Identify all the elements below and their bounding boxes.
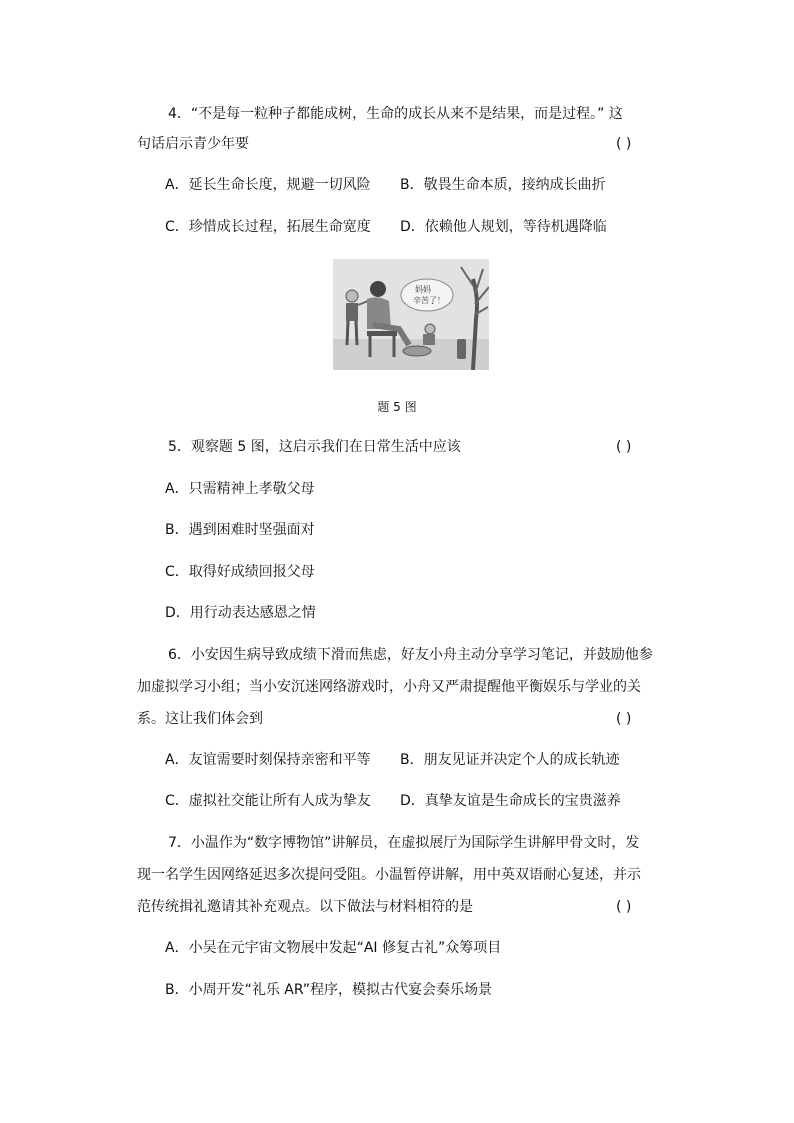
bubble-text-line2: 辛苦了！ <box>413 296 445 305</box>
q5-answer-blank: ( ) <box>616 439 632 455</box>
q6-option-c: C．虚拟社交能让所有人成为挚友 <box>165 793 371 809</box>
q5-option-a: A．只需精神上孝敬父母 <box>165 481 315 497</box>
q5-option-d: D．用行动表达感恩之情 <box>165 605 316 621</box>
q7-stem-line3: 范传统揖礼邀请其补充观点。以下做法与材料相符的是 <box>137 899 473 915</box>
q5-option-b: B．遇到困难时坚强面对 <box>165 522 315 538</box>
thermos <box>457 339 466 359</box>
q4-stem-line1: 4．“不是每一粒种子都能成树，生命的成长从来不是结果，而是过程。” 这 <box>168 106 623 122</box>
q6-stem-line1: 6．小安因生病导致成绩下滑而焦虑，好友小舟主动分享学习笔记，并鼓励他参 <box>168 647 653 663</box>
kneeling-child-body <box>423 334 435 345</box>
q4-option-c: C．珍惜成长过程，拓展生命宽度 <box>165 219 371 235</box>
q7-stem-line2: 现一名学生因网络延迟多次提问受阻。小温暂停讲解，用中英双语耐心复述，并示 <box>137 867 641 883</box>
q6-answer-blank: ( ) <box>616 711 632 727</box>
bubble-text-line1: 妈妈 <box>415 285 431 294</box>
figure-caption: 题 5 图 <box>377 400 417 414</box>
stool-seat <box>367 331 397 336</box>
question-5-illustration <box>333 259 489 370</box>
standing-child-head <box>346 290 358 302</box>
q6-option-d: D．真挚友谊是生命成长的宝贵滋养 <box>400 793 621 809</box>
q6-option-b: B．朋友见证并决定个人的成长轨迹 <box>400 752 620 768</box>
q4-answer-blank: ( ) <box>616 136 632 152</box>
q5-stem-line1: 5．观察题 5 图，这启示我们在日常生活中应该 <box>168 439 461 455</box>
q4-stem-line2: 句话启示青少年要 <box>137 136 249 152</box>
q7-option-a: A．小吴在元宇宙文物展中发起“AI 修复古礼”众筹项目 <box>165 940 502 956</box>
standing-child-body <box>346 303 358 321</box>
q4-option-a: A．延长生命长度，规避一切风险 <box>165 177 371 193</box>
kneeling-child-head <box>425 324 435 334</box>
mother-head <box>370 281 386 297</box>
wash-basin <box>403 346 431 356</box>
q7-answer-blank: ( ) <box>616 899 632 915</box>
q7-option-b: B．小周开发“礼乐 AR”程序，模拟古代宴会奏乐场景 <box>165 982 492 998</box>
q5-option-c: C．取得好成绩回报父母 <box>165 564 315 580</box>
q4-option-b: B．敬畏生命本质，接纳成长曲折 <box>400 177 606 193</box>
speech-bubble <box>401 279 453 311</box>
q4-option-d: D．依赖他人规划，等待机遇降临 <box>400 219 607 235</box>
q6-stem-line2: 加虚拟学习小组；当小安沉迷网络游戏时，小舟又严肃提醒他平衡娱乐与学业的关 <box>137 679 641 695</box>
q6-option-a: A．友谊需要时刻保持亲密和平等 <box>165 752 371 768</box>
q6-stem-line3: 系。这让我们体会到 <box>137 711 263 727</box>
q7-stem-line1: 7．小温作为“数字博物馆”讲解员，在虚拟展厅为国际学生讲解甲骨文时，发 <box>168 835 640 851</box>
